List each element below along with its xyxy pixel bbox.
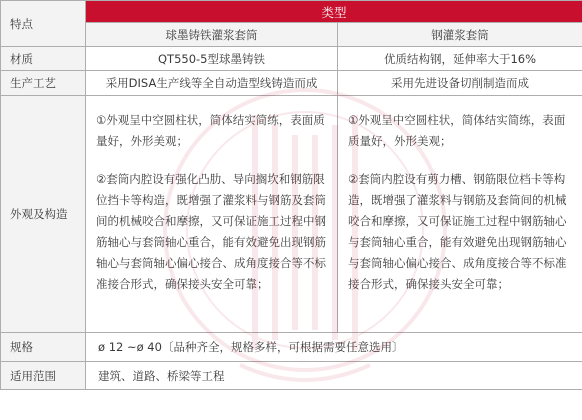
header-row [1, 1, 582, 23]
appearance-col2-point1: ①外观呈中空圆柱状，简体结实简练，表面质量好，外形美观； [348, 113, 566, 148]
spec-value: ø 12 ~ø 40〔品种齐全，规格多样，可根据需要任意选用〕 [86, 333, 582, 362]
appearance-col1-point2: ②套筒内腔设有强化凸肋、导向搁坎和钢筋限位挡卡等构造，既增强了灌浆料与钢筋及套筒间的机械咬合和摩擦，又可保证施工过程中钢筋轴心与套筒轴心重合，能有效避免出现钢筋轴心与套筒轴心偏心接合、成角度接合等不标准接合形式，确保接头安全可靠； [96, 172, 326, 291]
scope-label: 适用范围 [1, 362, 86, 390]
appearance-label: 外观及构造 [1, 96, 86, 333]
scope-row [1, 362, 582, 390]
appearance-col2 [338, 96, 582, 333]
subheader-row [1, 23, 582, 47]
appearance-col1 [86, 96, 338, 333]
material-col2: 优质结构钢，延伸率大于16% [338, 47, 582, 71]
appearance-row [1, 96, 582, 333]
spec-label: 规格 [1, 333, 86, 362]
feature-header: 特点 [1, 1, 86, 47]
appearance-col2-point2: ②套筒内腔设有剪力槽、钢筋限位档卡等构造，既增强了灌浆料与钢筋及套筒间的机械咬合和摩擦，又可保证施工过程中钢筋轴心与套筒轴心重合，能有效避免出现钢筋轴心与套筒轴心偏心接合、成角度接合等不标准接合形式，确保接头安全可靠； [348, 172, 567, 291]
spec-row [1, 333, 582, 362]
process-label: 生产工艺 [1, 71, 86, 96]
material-label: 材质 [1, 47, 86, 71]
process-col1: 采用DISA生产线等全自动造型线铸造而成 [86, 71, 338, 96]
appearance-col1-point1: ①外观呈中空圆柱状，简体结实简练，表面质量好，外形美观； [96, 113, 325, 148]
steel-sleeve-header: 钢灌浆套筒 [338, 23, 582, 47]
process-row [1, 71, 582, 96]
material-row [1, 47, 582, 71]
type-header: 类型 [86, 1, 582, 23]
material-col1: QT550-5型球墨铸铁 [86, 47, 338, 71]
ductile-iron-sleeve-header: 球墨铸铁灌浆套筒 [86, 23, 338, 47]
scope-value: 建筑、道路、桥梁等工程 [86, 362, 582, 390]
process-col2: 采用先进设备切削制造而成 [338, 71, 582, 96]
